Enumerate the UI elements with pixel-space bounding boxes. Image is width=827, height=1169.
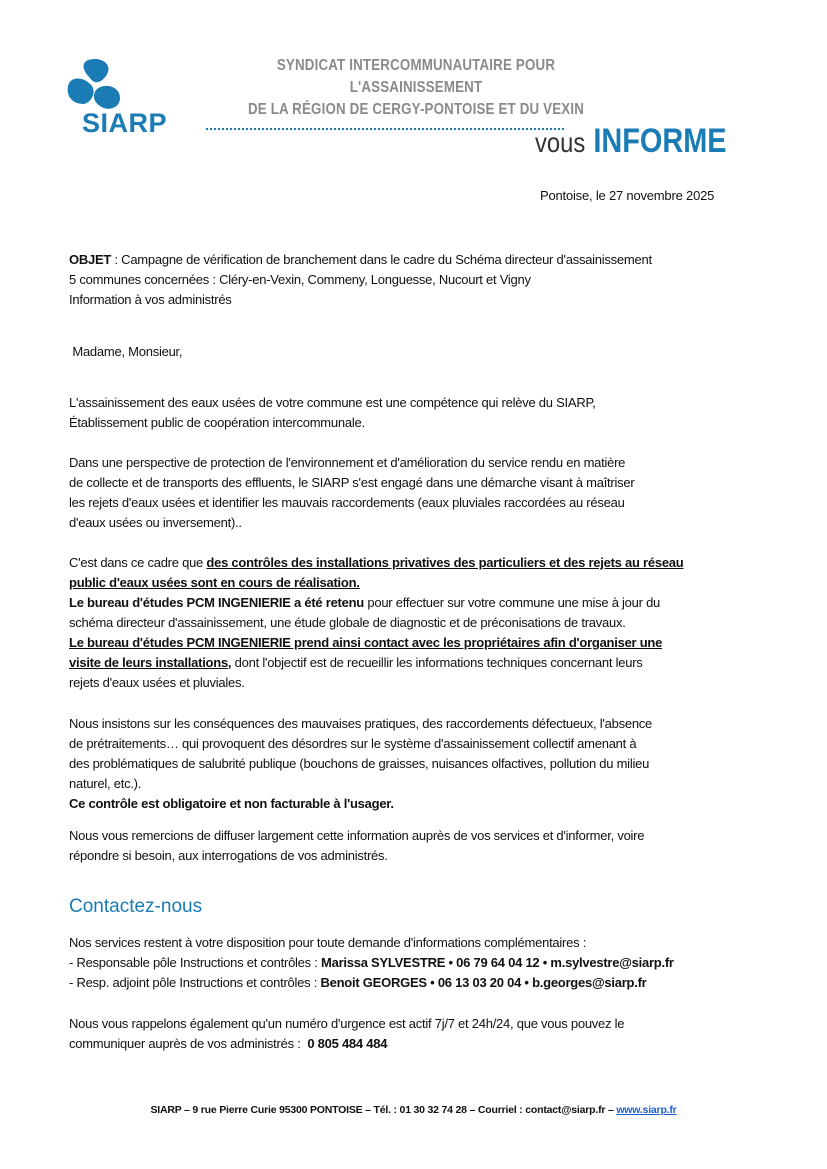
text-line: [69, 475, 634, 491]
text-line: [69, 455, 625, 471]
text-segment: pour effectuer sur votre commune une mise à jour du: [364, 595, 661, 610]
text-segment: schéma directeur d'assainissement, une étude globale de diagnostic et de préconisations de travaux.: [69, 615, 626, 630]
informe-text: INFORME: [593, 122, 727, 160]
text-line: [69, 675, 245, 691]
footer: [0, 1104, 827, 1116]
text-segment: Nos services restent à votre disposition pour toute demande d'informations complémentaires :: [69, 935, 587, 950]
text-line: [69, 776, 141, 792]
text-line: [69, 655, 643, 671]
org-line-2: DE LA RÉGION DE CERGY-PONTOISE ET DU VEXIN: [247, 101, 585, 118]
text-segment: dont l'objectif est de recueillir les informations techniques concernant leurs: [231, 655, 643, 670]
logo-text: SIARP: [82, 108, 168, 138]
text-segment: - Resp. adjoint pôle Instructions et contrôles :: [69, 975, 321, 990]
website-link[interactable]: www.siarp.fr: [616, 1104, 677, 1116]
text-line: [69, 635, 662, 651]
text-segment: Madame, Monsieur,: [69, 344, 183, 359]
text-line: [69, 935, 586, 951]
emphasis-text: public d'eaux usées sont en cours de réalisation.: [69, 575, 360, 590]
text-segment: de collecte et de transports des effluents, le SIARP s'est engagé dans une démarche visant à maîtriser: [69, 475, 635, 490]
emphasis-text: OBJET: [69, 252, 112, 267]
text-line: [69, 828, 644, 844]
text-line: [69, 292, 232, 308]
text-line: [69, 955, 674, 971]
text-segment: rejets d'eaux usées et pluviales.: [69, 675, 245, 690]
text-segment: Dans une perspective de protection de l'environnement et d'amélioration du service rendu en matière: [69, 455, 626, 470]
text-line: [69, 615, 626, 631]
text-segment: communiquer auprès de vos administrés :: [69, 1036, 308, 1051]
text-line: [69, 555, 683, 571]
text-line: [69, 515, 242, 531]
emphasis-text: Le bureau d'études PCM INGENIERIE a été retenu: [69, 595, 364, 610]
text-line: [69, 736, 636, 752]
text-line: [69, 575, 360, 591]
text-segment: - Responsable pôle Instructions et contrôles :: [69, 955, 322, 970]
emphasis-text: ,: [227, 655, 232, 670]
footer-address: SIARP – 9 rue Pierre Curie 95300 PONTOISE – Tél. : 01 30 32 74 28 – Courriel : contact@siarp.fr –: [150, 1104, 617, 1116]
text-segment: Nous vous rappelons également qu'un numéro d'urgence est actif 7j/7 et 24h/24, que vous pouvez le: [69, 1016, 625, 1031]
organization-name: [227, 55, 605, 121]
text-line: [69, 848, 388, 864]
text-segment: des problématiques de salubrité publique (bouchons de graisses, nuisances olfactives, pollution du milieu: [69, 756, 650, 771]
text-line: [69, 395, 596, 411]
text-line: [69, 344, 182, 360]
text-line: [69, 1016, 624, 1032]
text-segment: C'est dans ce cadre que: [69, 555, 207, 570]
emphasis-text: Marissa SYLVESTRE • 06 79 64 04 12 • m.sylvestre@siarp.fr: [321, 955, 674, 970]
text-segment: les rejets d'eaux usées et identifier les mauvais raccordements (eaux pluviales raccordées au réseau: [69, 495, 625, 510]
dotted-divider: [206, 128, 564, 130]
text-segment: naturel, etc.).: [69, 776, 142, 791]
text-segment: d'eaux usées ou inversement)..: [69, 515, 242, 530]
text-segment: 5 communes concernées : Cléry-en-Vexin, Commeny, Longuesse, Nucourt et Vigny: [69, 272, 531, 287]
text-line: [69, 756, 649, 772]
text-line: [69, 415, 365, 431]
text-line: [69, 595, 660, 611]
org-line-1: SYNDICAT INTERCOMMUNAUTAIRE POUR L'ASSAINISSEMENT: [276, 57, 556, 96]
text-segment: L'assainissement des eaux usées de votre commune est une compétence qui relève du SIARP,: [69, 395, 596, 410]
emphasis-text: Benoit GEORGES • 06 13 03 20 04 • b.georges@siarp.fr: [320, 975, 647, 990]
text-segment: répondre si besoin, aux interrogations de vos administrés.: [69, 848, 388, 863]
letter-date: Pontoise, le 27 novembre 2025: [540, 188, 715, 203]
text-line: [69, 716, 652, 732]
text-segment: Nous insistons sur les conséquences des mauvaises pratiques, des raccordements défectueux, l'absence: [69, 716, 653, 731]
text-line: [69, 272, 531, 288]
text-line: [69, 975, 646, 991]
emphasis-text: visite de leurs installations: [69, 655, 228, 670]
emphasis-text: Le bureau d'études PCM INGENIERIE prend ainsi contact avec les propriétaires afin d'organiser une: [69, 635, 663, 650]
contact-heading: Contactez-nous: [69, 896, 203, 917]
text-line: [69, 1036, 387, 1052]
text-line: [69, 252, 652, 268]
text-line: [69, 796, 394, 812]
emphasis-text: 0 805 484 484: [307, 1036, 388, 1051]
text-line: [69, 495, 625, 511]
vous-informe-banner: [535, 122, 727, 161]
vous-text: vous: [535, 127, 586, 158]
text-segment: de prétraitements… qui provoquent des désordres sur le système d'assainissement collectif amenant à: [69, 736, 637, 751]
text-segment: Nous vous remercions de diffuser largement cette information auprès de vos services et d'informer, voire: [69, 828, 645, 843]
emphasis-text: des contrôles des installations privatives des particuliers et des rejets au réseau: [206, 555, 684, 570]
text-segment: : Campagne de vérification de branchement dans le cadre du Schéma directeur d'assainissement: [111, 252, 652, 267]
text-segment: Information à vos administrés: [69, 292, 232, 307]
emphasis-text: Ce contrôle est obligatoire et non facturable à l'usager.: [69, 796, 394, 811]
text-segment: Établissement public de coopération intercommunale.: [69, 415, 365, 430]
